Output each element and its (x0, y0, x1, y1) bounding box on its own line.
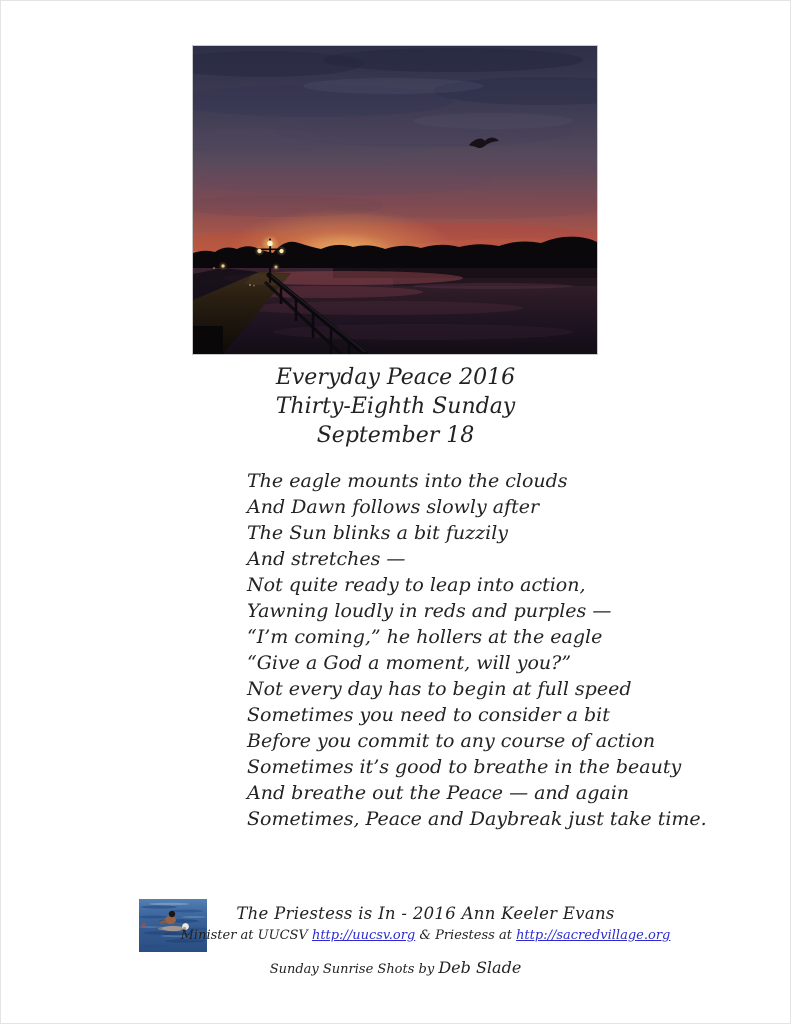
poem-line: The eagle mounts into the clouds (247, 470, 568, 492)
credit-prefix: Sunday Sunrise Shots by (269, 962, 439, 977)
poem (247, 468, 707, 832)
poem-line: Sometimes, Peace and Daybreak just take time. (247, 808, 707, 830)
title-block (1, 363, 790, 450)
uucsv-link[interactable]: http://uucsv.org (311, 928, 416, 943)
title-line-3: September 18 (316, 423, 475, 448)
poem-line: “Give a God a moment, will you?” (247, 652, 572, 674)
sacredvillage-link[interactable]: http://sacredvillage.org (516, 928, 671, 943)
footer-byline: The Priestess is In - 2016 Ann Keeler Evans (236, 904, 615, 923)
poem-line: Yawning loudly in reds and purples — (247, 600, 612, 622)
title-line-2: Thirty-Eighth Sunday (275, 394, 516, 419)
footer-text (121, 904, 730, 943)
poem-line: Before you commit to any course of action (247, 730, 656, 752)
poem-line: Not quite ready to leap into action, (247, 574, 586, 596)
footer-roles (121, 928, 730, 943)
title-line-1: Everyday Peace 2016 (275, 365, 516, 390)
poem-line: “I’m coming,” he hollers at the eagle (247, 626, 603, 648)
poem-line: Not every day has to begin at full speed (247, 678, 632, 700)
poem-line: The Sun blinks a bit fuzzily (247, 522, 509, 544)
photo-credit (1, 958, 790, 977)
poem-line: Sometimes it’s good to breathe in the beauty (247, 756, 682, 778)
poem-line: And breathe out the Peace — and again (247, 782, 630, 804)
foreground-shadow (193, 326, 223, 354)
credit-name: Deb Slade (438, 958, 522, 977)
minister-prefix: Minister at UUCSV (180, 928, 312, 943)
sunrise-photo (192, 45, 598, 355)
poem-line: And Dawn follows slowly after (247, 496, 540, 518)
poem-line: Sometimes you need to consider a bit (247, 704, 610, 726)
between-links: & Priestess at (415, 928, 517, 943)
poem-line: And stretches — (247, 548, 406, 570)
sunrise-photo-art (193, 46, 597, 354)
